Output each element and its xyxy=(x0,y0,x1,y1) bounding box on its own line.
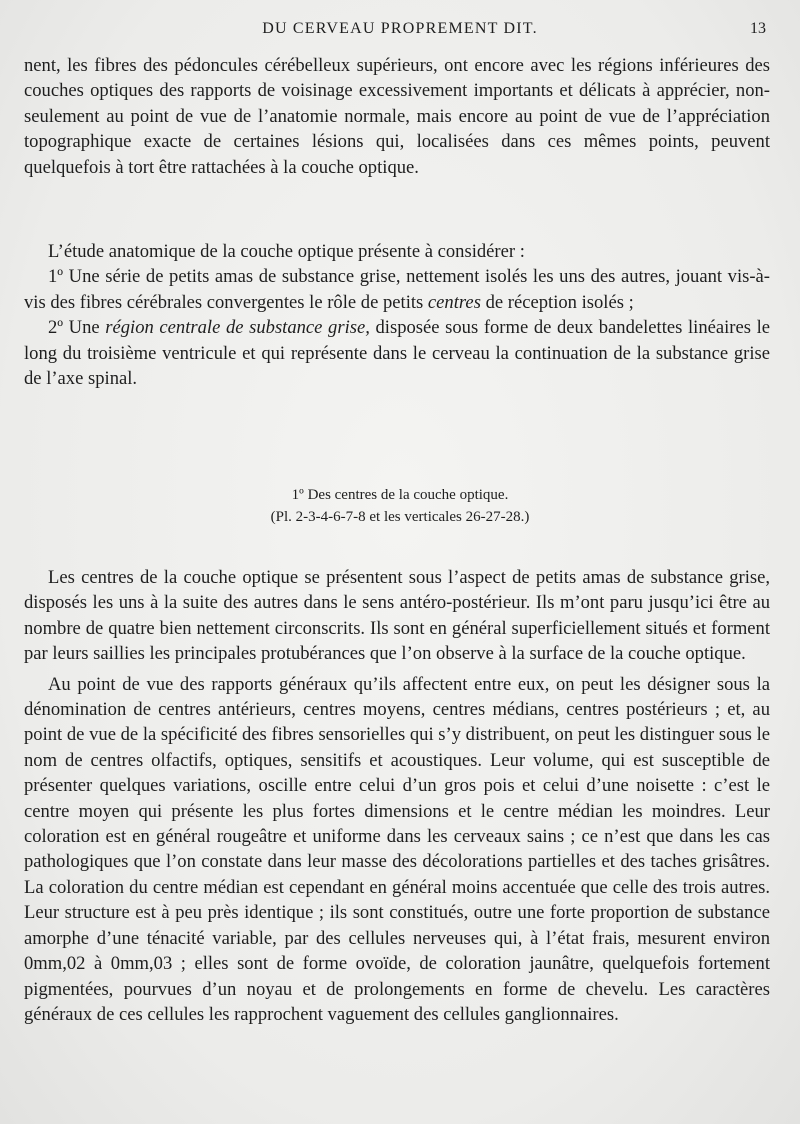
intro-item-1-italic: centres xyxy=(427,291,481,313)
intro-item-2-italic: région centrale de substance grise, xyxy=(105,317,370,339)
section-heading: 1º Des centres de la couche optique. xyxy=(291,487,509,503)
intro-item-1-text-b: de réception isolés ; xyxy=(480,291,634,313)
intro-lead: L’étude anatomique de la couche optique présente à considérer : xyxy=(48,241,525,262)
intro-item-1 xyxy=(24,264,770,315)
continuation-paragraph-block xyxy=(24,53,770,180)
running-header xyxy=(0,20,800,42)
body-paragraph-2: Au point de vue des rapports généraux qu’ils affectent entre eux, on peut les désigner sous la dénomination de centres antérieurs, centres moyens, centres médians, centres postérieurs ; et, au point de vue de la spécificité des fibres sensorielles qui s’y distribuent, on peut les distinguer sous le nom de centres olfactifs, optiques, sensitifs et acoustiques. Leur volume, qui est susceptible de présenter quelques variations, oscille entre celui d’un gros pois et celui d’une noisette : c’est le centre moyen qui présente les plus fortes dimensions et le centre médian les moindres. Leur coloration est en général rougeâtre et uniforme dans les cerveaux sains ; ce n’est que dans les cas pathologiques que l’on constate dans leur masse des décolorations partielles et des taches grisâtres. La coloration du centre médian est cependant en général moins accentuée que celle des trois autres. Leur structure est à peu près identique ; ils sont constitués, outre une forte proportion de substance amorphe d’une ténacité variable, par des cellules nerveuses qui, à l’état frais, mesurent environ 0mm,02 à 0mm,03 ; elles sont de forme ovoïde, de coloration jaunâtre, quelquefois fortement pigmentées, pourvues d’un noyau et de prolongements en forme de chevelu. Les caractères généraux de ces cellules les rapprochent vaguement des cellules ganglionnaires. xyxy=(24,673,770,1025)
section-heading-block xyxy=(0,484,800,528)
intro-item-2 xyxy=(24,315,770,391)
intro-block xyxy=(24,239,770,391)
body-paragraph-1: Les centres de la couche optique se présentent sous l’aspect de petits amas de substance grise, disposés les uns à la suite des autres dans le sens antéro-postérieur. Ils m’ont paru jusqu’ici être au nombre de quatre bien nettement circonscrits. Ils sont en général superficiellement situés et forment par leurs saillies les principales protubérances que l’on observe à la surface de la couche optique. xyxy=(24,567,770,665)
intro-item-2-text-a: 2º Une xyxy=(48,317,106,339)
intro-item-2-text-b: disposée sous forme de deux bandelettes linéaires le long du troisième ventricule et qui représente dans le cerveau la continuation de la substance grise de l’axe spinal. xyxy=(24,317,770,390)
page-number: 13 xyxy=(750,20,766,37)
running-title: DU CERVEAU PROPREMENT DIT. xyxy=(262,20,538,37)
continuation-paragraph: nent, les fibres des pédoncules cérébelleux supérieurs, ont encore avec les régions inférieures des couches optiques des rapports de voisinage excessivement importants et délicats à apprécier, non-seulement au point de vue de l’anatomie normale, mais encore au point de vue de l’appréciation topographique exacte de certaines lésions qui, localisées dans ces mêmes points, peuvent quelquefois à tort être rattachées à la couche optique. xyxy=(24,55,770,178)
intro-item-1-text-a: 1º Une série de petits amas de substance grise, nettement isolés les uns des autres, jouant vis-à-vis des fibres cérébrales convergentes le rôle de petits xyxy=(24,266,770,313)
section-subheading: (Pl. 2-3-4-6-7-8 et les verticales 26-27-28.) xyxy=(270,509,530,525)
body-block xyxy=(24,565,770,1027)
